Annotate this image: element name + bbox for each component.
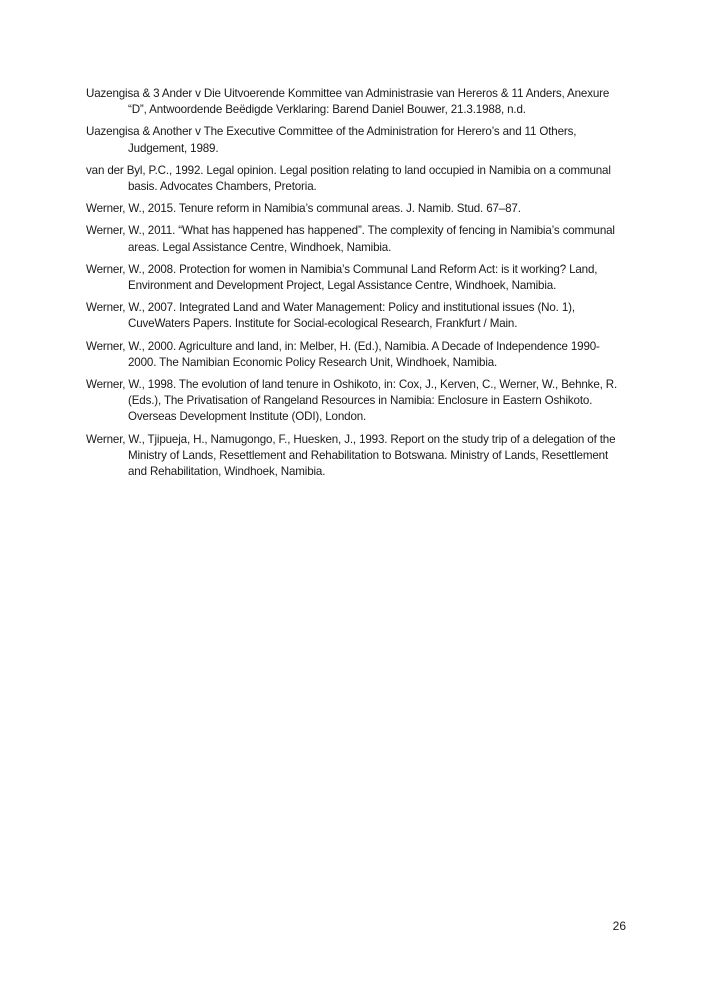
reference-entry: Werner, W., 2008. Protection for women in Namibia’s Communal Land Reform Act: is it working? Land, Environment and Development Project, Legal Assistance Centre, Windhoek, Namibia. bbox=[86, 262, 598, 293]
page-number: 26 bbox=[612, 919, 626, 933]
reference-entry: Uazengisa & Another v The Executive Committee of the Administration for Herero’s and 11 Others, Judgement, 1989. bbox=[86, 125, 577, 155]
reference-entry: Werner, W., Tjipueja, H., Namugongo, F., Huesken, J., 1993. Report on the study trip of a delegation of the Ministry of Lands, Resettlement and Rehabilitation to Botswana. Ministry of Lands, Resettlement and Rehabilitation, Windhoek, Namibia. bbox=[86, 432, 616, 479]
reference-entry: van der Byl, P.C., 1992. Legal opinion. Legal position relating to land occupied in Namibia on a communal basis. Advocates Chambers, Pretoria. bbox=[86, 163, 611, 194]
reference-entry: Werner, W., 2011. “What has happened has happened”. The complexity of fencing in Namibia’s communal areas. Legal Assistance Centre, Windhoek, Namibia. bbox=[86, 224, 615, 254]
reference-list bbox=[86, 86, 626, 486]
reference-entry: Uazengisa & 3 Ander v Die Uitvoerende Kommittee van Administrasie van Hereros & 11 Anders, Anexure “D”, Antwoordende Beëdigde Verklaring: Barend Daniel Bouwer, 21.3.1988, n.d. bbox=[86, 87, 610, 117]
reference-entry: Werner, W., 2000. Agriculture and land, in: Melber, H. (Ed.), Namibia. A Decade of Independence 1990-2000. The Namibian Economic Policy Research Unit, Windhoek, Namibia. bbox=[86, 339, 600, 369]
reference-entry: Werner, W., 2015. Tenure reform in Namibia’s communal areas. J. Namib. Stud. 67–87. bbox=[86, 202, 521, 216]
reference-entry: Werner, W., 1998. The evolution of land tenure in Oshikoto, in: Cox, J., Kerven, C., Werner, W., Behnke, R. (Eds.), The Privatisation of Rangeland Resources in Namibia: Enclosure in Eastern Oshikoto. Overseas Development Institute (ODI), London. bbox=[86, 378, 618, 424]
reference-entry: Werner, W., 2007. Integrated Land and Water Management: Policy and institutional issues (No. 1), CuveWaters Papers. Institute for Social-ecological Research, Frankfurt / Main. bbox=[86, 301, 575, 331]
